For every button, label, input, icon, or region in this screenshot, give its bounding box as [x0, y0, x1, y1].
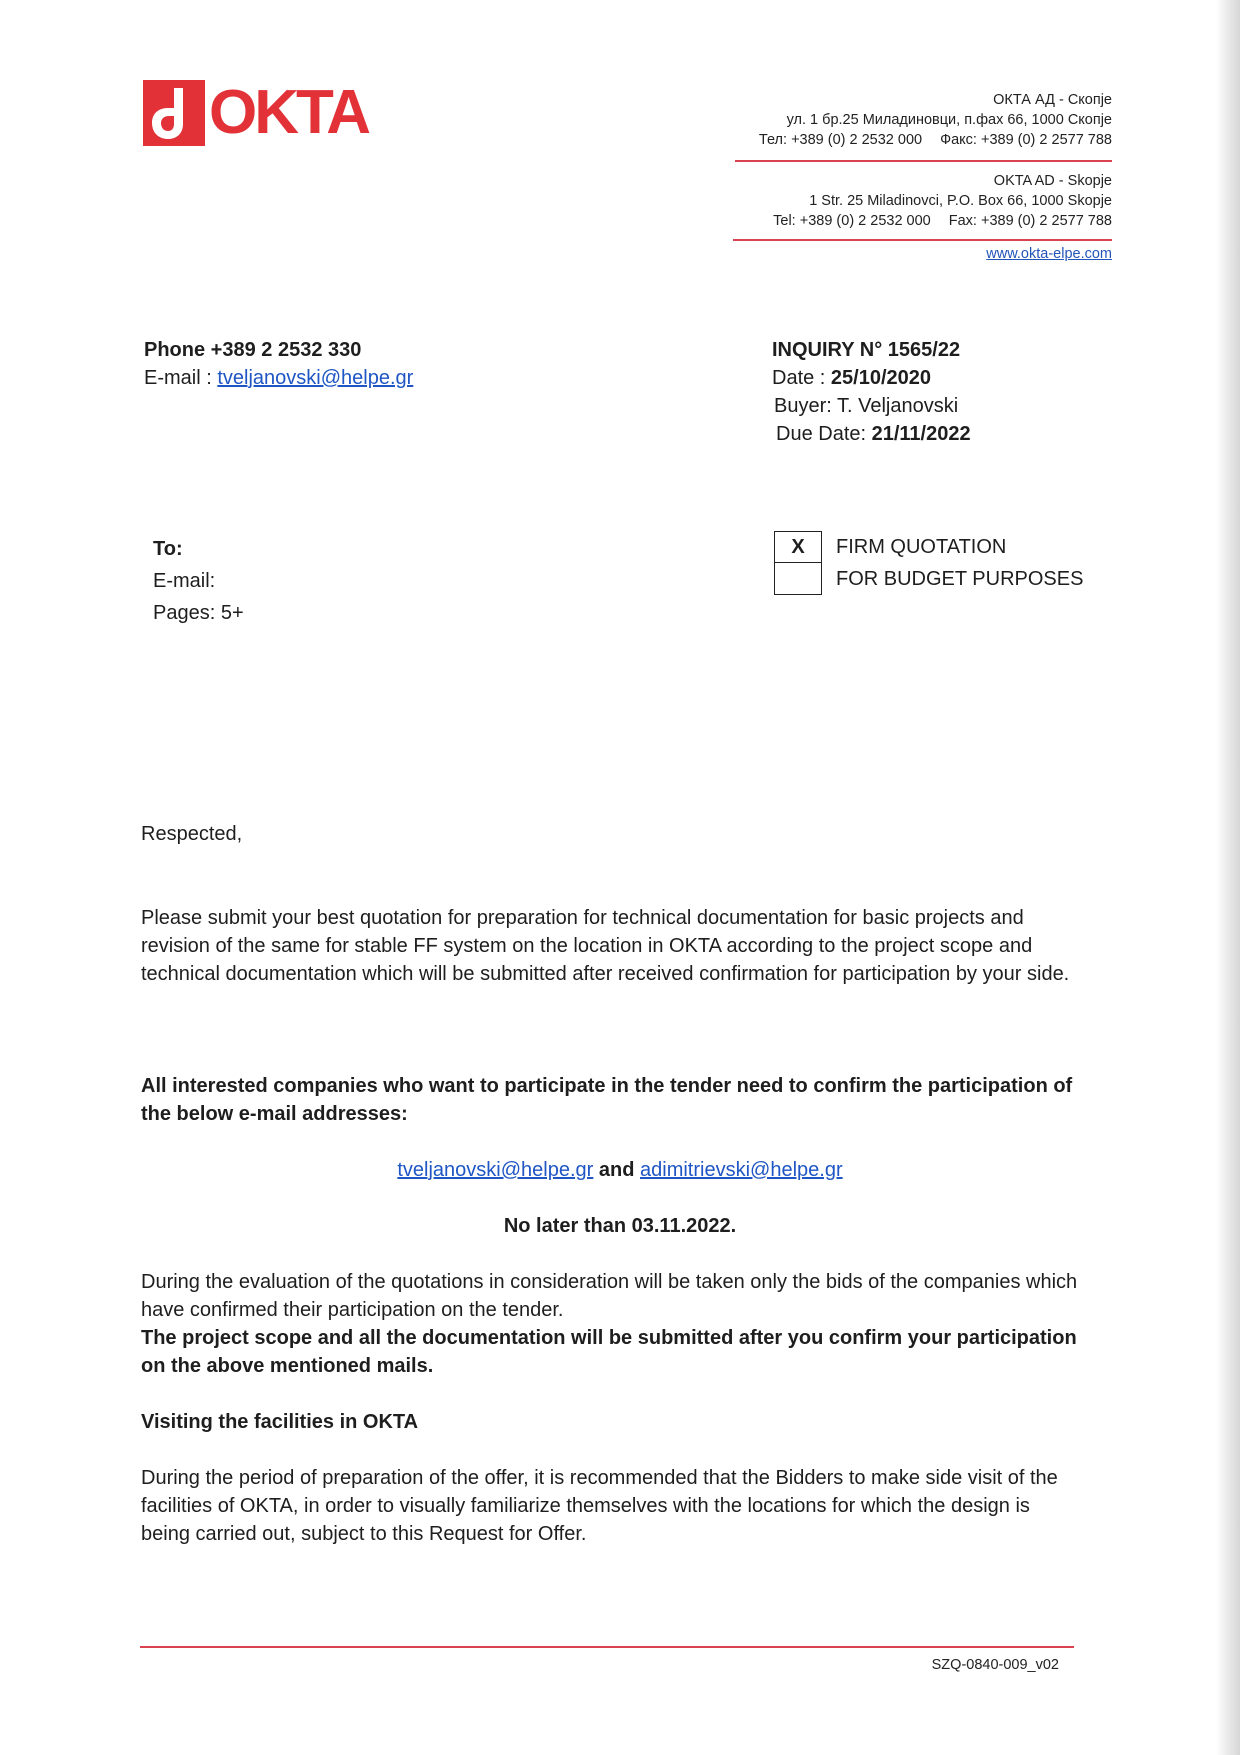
company-address-mk: ул. 1 бр.25 Миладиновци, п.фах 66, 1000 Скопје — [786, 112, 1112, 128]
okta-logo-icon — [143, 80, 205, 146]
company-name-mk: ОКТА АД - Скопје — [993, 92, 1112, 108]
company-address-en: 1 Str. 25 Miladinovci, P.O. Box 66, 1000 Skopje — [809, 193, 1112, 209]
email-link-adimitrievski[interactable]: adimitrievski@helpe.gr — [640, 1159, 843, 1181]
evaluation-paragraph — [141, 1268, 1081, 1380]
company-info-en — [773, 171, 1112, 231]
participation-paragraph: All interested companies who want to participate in the tender need to confirm the participation of the below e-mail addresses: — [141, 1075, 1073, 1125]
recipient-pages: Pages: 5+ — [153, 602, 244, 624]
firm-quotation-checkbox[interactable]: X — [774, 531, 822, 563]
inquiry-date-label: Date : — [772, 367, 831, 389]
budget-purposes-label: FOR BUDGET PURPOSES — [836, 567, 1084, 590]
company-phone-fax-mk — [759, 130, 1112, 150]
recipient-email: E-mail: — [153, 570, 216, 592]
company-fax-mk: Факс: +389 (0) 2 2577 788 — [940, 132, 1112, 148]
quotation-type-table — [774, 531, 1083, 595]
inquiry-buyer: Buyer: T. Veljanovski — [774, 395, 959, 417]
header-divider-2 — [733, 239, 1112, 241]
inquiry-due-date: 21/11/2022 — [871, 423, 971, 445]
greeting: Respected, — [141, 823, 243, 845]
inquiry-due-line — [776, 420, 971, 448]
visiting-heading: Visiting the facilities in OKTA — [141, 1411, 419, 1433]
email-and: and — [598, 1159, 635, 1181]
contact-email-label: E-mail : — [144, 367, 218, 389]
website-link[interactable]: www.okta-elpe.com — [986, 246, 1112, 262]
email-link-tveljanovski[interactable]: tveljanovski@helpe.gr — [397, 1159, 594, 1181]
contact-phone: Phone +389 2 2532 330 — [144, 339, 362, 361]
inquiry-due-label: Due Date: — [776, 423, 872, 445]
company-name-en: OKTA AD - Skopje — [993, 173, 1112, 189]
contact-email-line — [144, 364, 413, 392]
deadline-text: No later than 03.11.2022. — [503, 1215, 737, 1237]
inquiry-date: 25/10/2020 — [830, 367, 932, 389]
visiting-paragraph: During the period of preparation of the offer, it is recommended that the Bidders to make side visit of the facilities of OKTA, in order to visually familiarize themselves with the locations for which the design is being carried out, subject to this Request for Offer. — [141, 1467, 1058, 1545]
recipient-to: To: — [153, 538, 183, 560]
footer-divider — [140, 1646, 1074, 1648]
firm-quotation-label: FIRM QUOTATION — [836, 535, 1007, 558]
document-code: SZQ-0840-009_v02 — [931, 1657, 1059, 1673]
header-divider-1 — [735, 160, 1112, 162]
company-info-mk — [759, 90, 1112, 150]
quotation-option-firm — [774, 531, 1083, 563]
request-paragraph: Please submit your best quotation for preparation for technical documentation for basic projects and revision of the same for stable FF system on the location in OKTA according to the project scope and technical documentation which will be submitted after received confirmation for participation by your side. — [141, 907, 1070, 985]
company-phone-en: Tel: +389 (0) 2 2532 000 — [773, 213, 931, 229]
company-phone-mk: Тел: +389 (0) 2 2532 000 — [758, 132, 923, 148]
inquiry-date-line — [772, 364, 971, 392]
company-phone-fax-en — [773, 211, 1112, 231]
company-fax-en: Fax: +389 (0) 2 2577 788 — [948, 213, 1112, 229]
recipient-block — [153, 533, 244, 629]
contact-email-link[interactable]: tveljanovski@helpe.gr — [217, 367, 414, 389]
okta-logo — [143, 80, 368, 146]
quotation-option-budget — [774, 563, 1083, 595]
contact-block — [144, 336, 413, 392]
evaluation-text: During the evaluation of the quotations in consideration will be taken only the bids of the companies which have confirmed their participation on the tender. — [141, 1271, 1078, 1321]
logo-wordmark: OKTA — [209, 78, 369, 147]
inquiry-number: INQUIRY N° 1565/22 — [772, 339, 961, 361]
confirmation-emails — [0, 1156, 1240, 1184]
inquiry-block — [772, 336, 971, 448]
page-edge-shadow — [1216, 0, 1240, 1755]
budget-purposes-checkbox[interactable] — [774, 563, 822, 595]
scope-submission-text: The project scope and all the documentation will be submitted after you confirm your participation on the above mentioned mails. — [141, 1327, 1077, 1377]
